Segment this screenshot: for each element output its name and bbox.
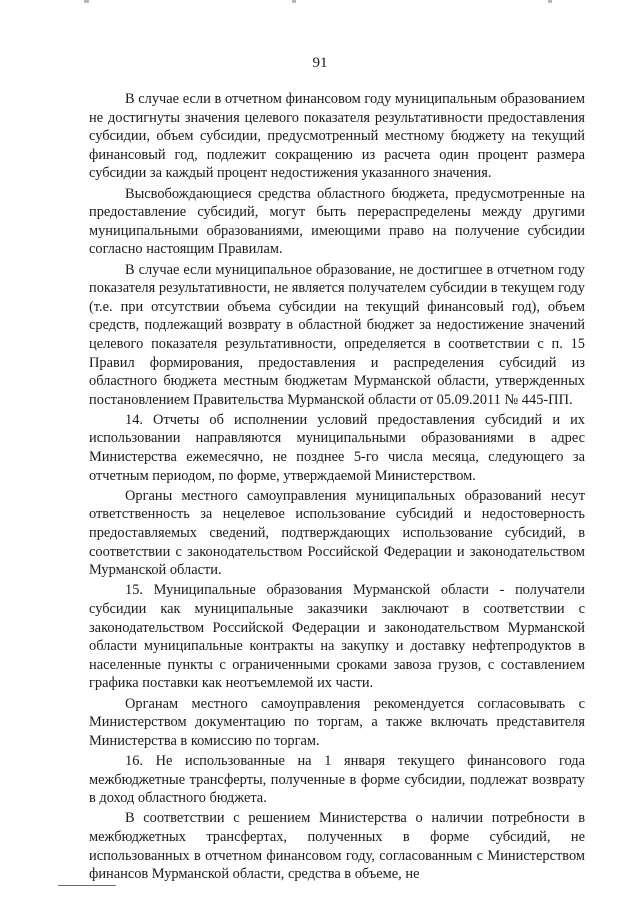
paragraph-refund-amount: В случае если муниципальное образование, не достигшее в отчетном году показателя результативности, не является получателем субсидии в текущем году (т.е. при отсутствии объема субсидии на текущий финансовый год), объем средств, подлежащий возврату в областной бюджет за недостижение значений целевого показателя результативности, определяется в соответствии с п. 15 Правил формирования, предоставления и распределения субсидий из областного бюджета местным бюджетам Мурманской области, утвержденных постановлением Правительства Мурманской области от 05.09.2011 № 445-ПП. bbox=[89, 261, 585, 408]
paragraph-15-contracts: 15. Муниципальные образования Мурманской области - получатели субсидии как муниципальные заказчики заключают в соответствии с законодательством Российской Федерации и законодательством Мурманской области муниципальные контракты на закупку и доставку нефтепродуктов в населенные пункты с ограниченными сроками завоза грузов, с составлением графика поставки как неотъемлемой их части. bbox=[89, 582, 585, 692]
paragraph-tender-approval: Органам местного самоуправления рекомендуется согласовывать с Министерством документацию по торгам, а также включать представителя Министерства в комиссию по торгам. bbox=[89, 695, 585, 749]
paragraph-14-reports: 14. Отчеты об исполнении условий предоставления субсидий и их использовании направляются муниципальными образованиями в адрес Министерства ежемесячно, не позднее 5-го числа месяца, следующего за отчетным периодом, по форме, утверждаемой Министерством. bbox=[89, 411, 585, 484]
page-number: 91 bbox=[312, 55, 328, 71]
paragraph-responsibility: Органы местного самоуправления муниципальных образований несут ответственность за нецелевое использование субсидий и недостоверность предоставляемых сведений, подтверждающих использование субсидий, в соответствии с законодательством Российской Федерации и законодательством Мурманской области. bbox=[89, 487, 585, 579]
paragraph-redistribution: Высвобождающиеся средства областного бюджета, предусмотренные на предоставление субсидий, могут быть перераспределены между другими муниципальными образованиями, имеющими право на получение субсидии согласно настоящим Правилам. bbox=[89, 185, 585, 258]
footer-rule bbox=[58, 885, 116, 886]
paragraph-reduction-rule: В случае если в отчетном финансовом году муниципальным образованием не достигнуты значения целевого показателя результативности предоставления субсидии, объем субсидии, предусмотренный местному бюджету на текущий финансовый год, подлежит сокращению из расчета один процент размера субсидии за каждый процент недостижения указанного значения. bbox=[89, 91, 585, 182]
scan-edge-mark bbox=[84, 0, 89, 3]
paragraph-16-unused-funds: 16. Не использованные на 1 января текущего финансового года межбюджетные трансферты, полученные в форме субсидии, подлежат возврату в доход областного бюджета. bbox=[89, 752, 585, 807]
document-body bbox=[89, 90, 585, 885]
scan-edge-mark bbox=[292, 0, 296, 3]
paragraph-ministry-decision: В соответствии с решением Министерства о наличии потребности в межбюджетных трансфертах, полученных в форме субсидий, не использованных в отчетном финансовом году, согласованным с Министерством финансов Мурманской области, средства в объеме, не bbox=[89, 810, 585, 883]
scan-edge-mark bbox=[548, 0, 552, 3]
